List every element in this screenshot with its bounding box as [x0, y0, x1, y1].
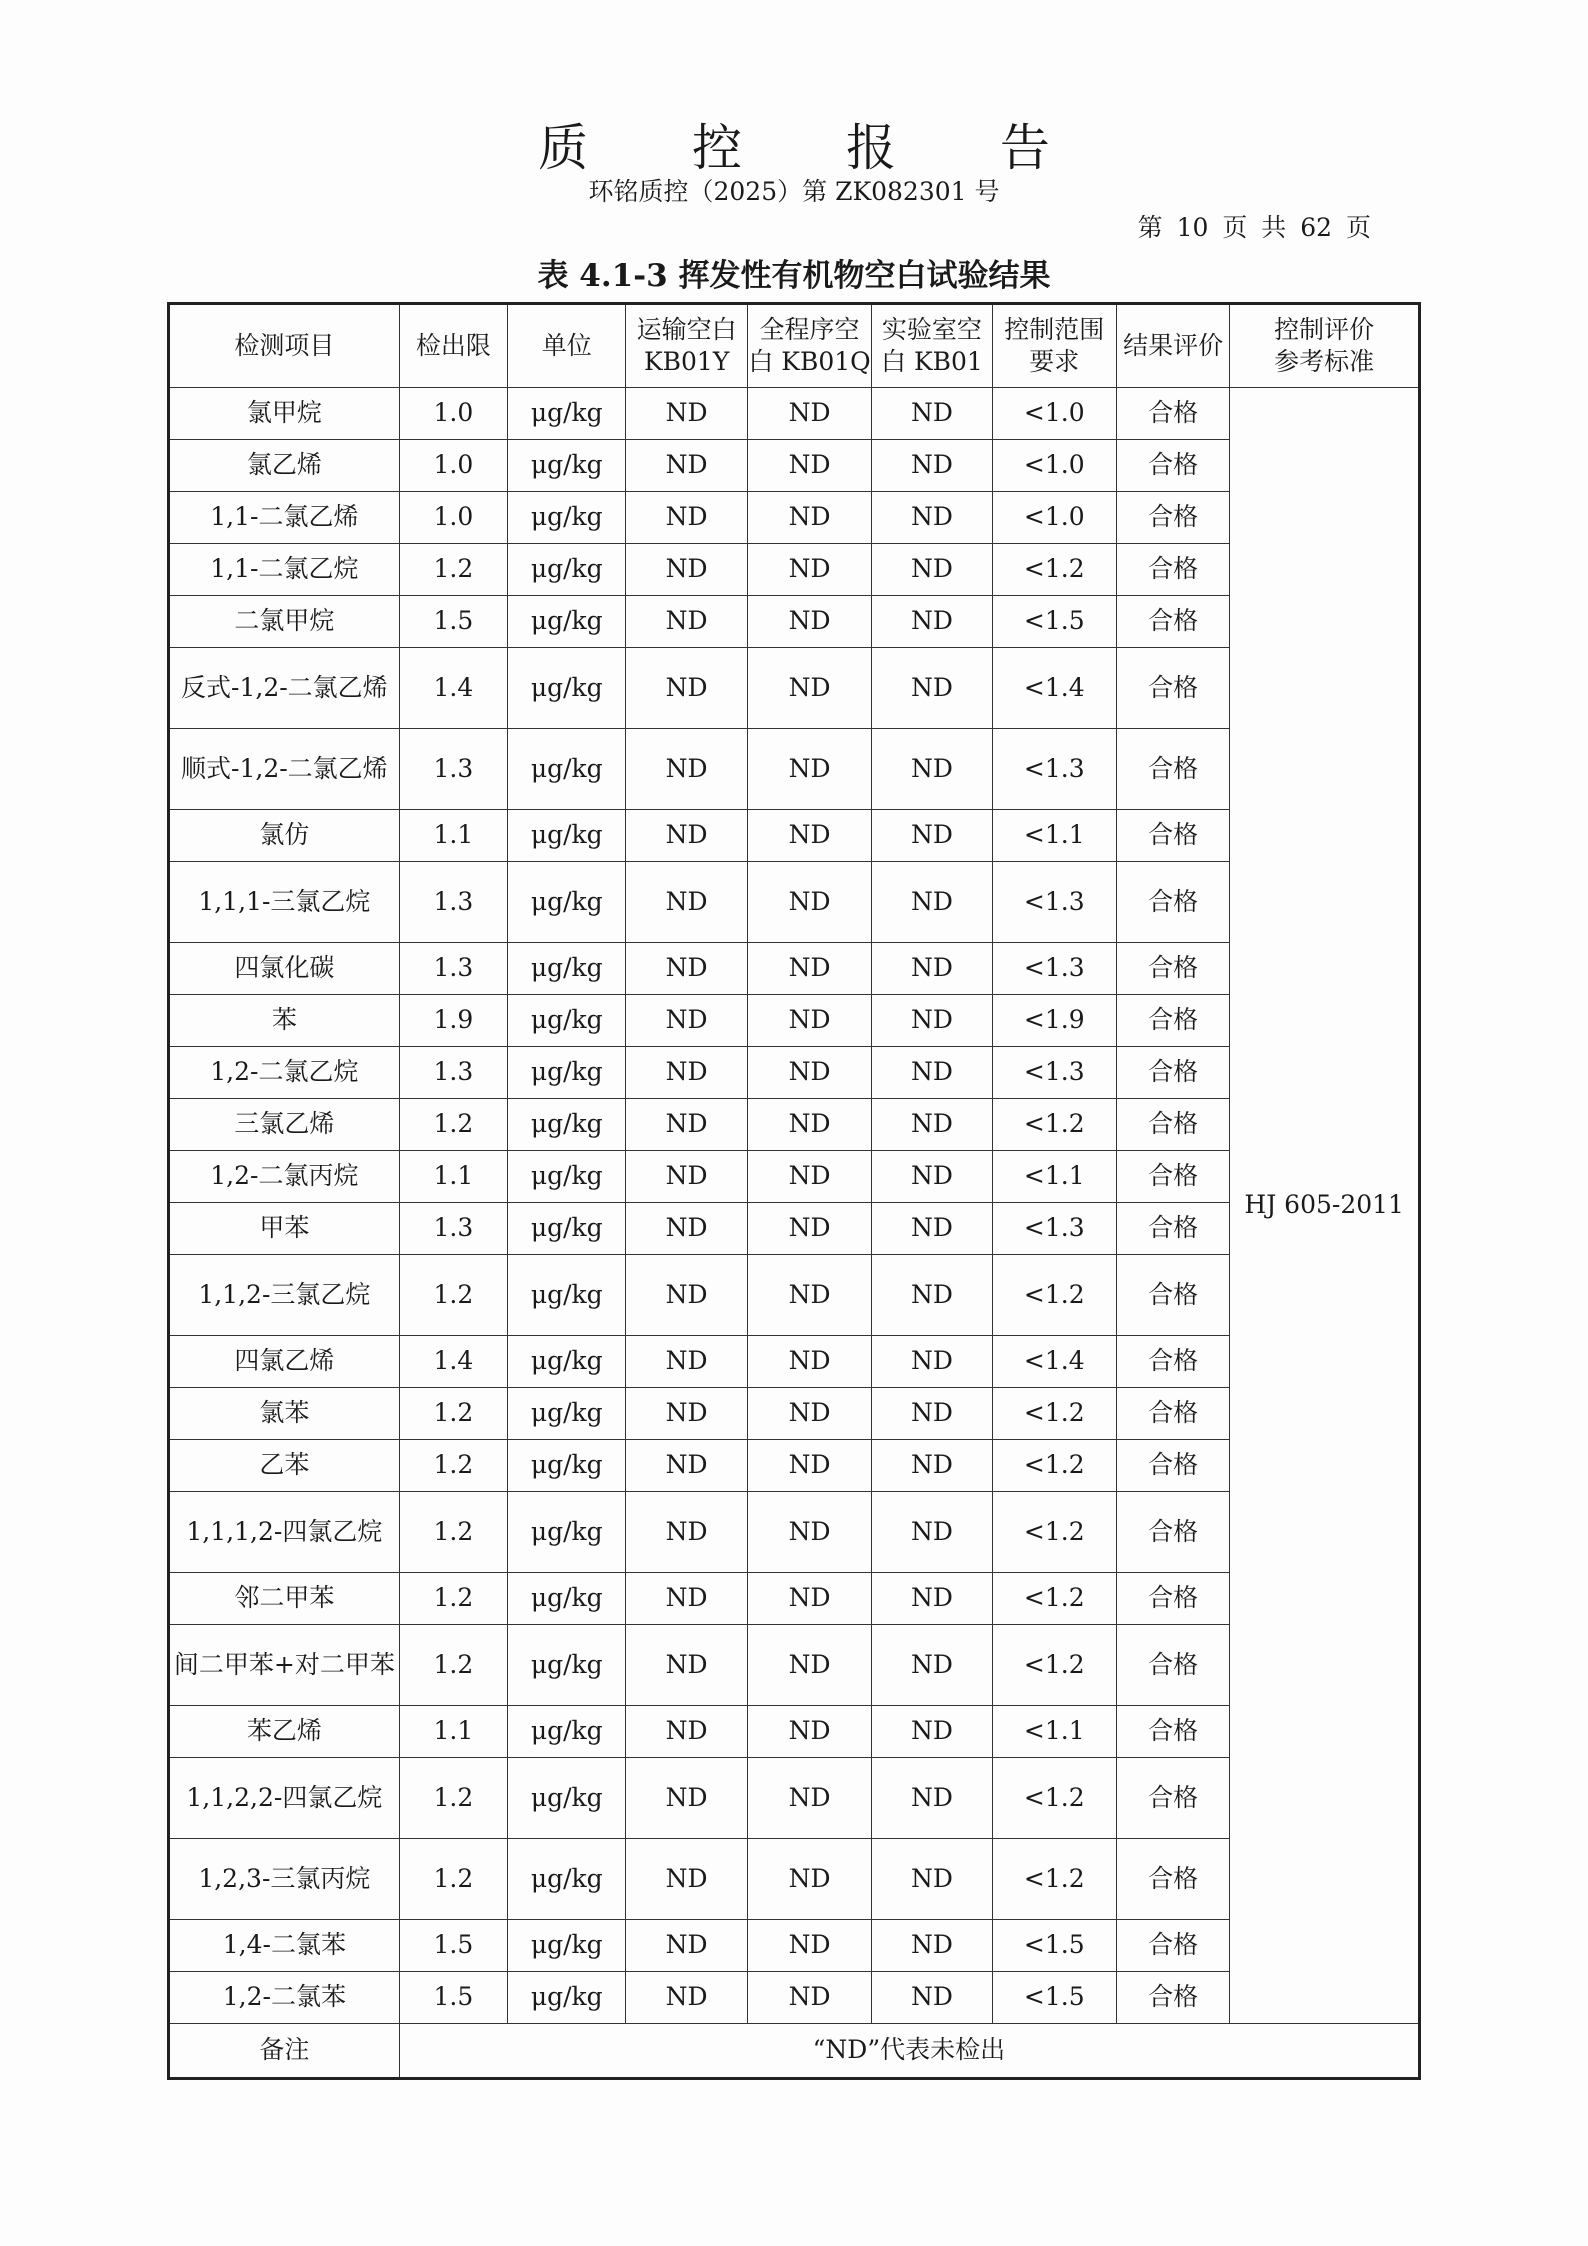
cell-transport-blank: ND: [626, 1573, 747, 1625]
cell-result: 合格: [1116, 1706, 1229, 1758]
cell-transport-blank: ND: [626, 1440, 747, 1492]
cell-result: 合格: [1116, 1625, 1229, 1706]
cell-transport-blank: ND: [626, 1758, 747, 1839]
cell-lab-blank: ND: [872, 729, 992, 810]
cell-item: 二氯甲烷: [169, 596, 400, 648]
cell-full-procedure-blank: ND: [747, 1440, 871, 1492]
cell-transport-blank: ND: [626, 1203, 747, 1255]
cell-limit: 1.3: [399, 1047, 507, 1099]
cell-transport-blank: ND: [626, 1099, 747, 1151]
cell-limit: 1.1: [399, 1706, 507, 1758]
cell-control-range: <1.2: [992, 1099, 1116, 1151]
cell-lab-blank: ND: [872, 596, 992, 648]
cell-transport-blank: ND: [626, 648, 747, 729]
cell-limit: 1.3: [399, 1203, 507, 1255]
cell-full-procedure-blank: ND: [747, 1839, 871, 1920]
cell-limit: 1.2: [399, 1492, 507, 1573]
cell-full-procedure-blank: ND: [747, 1336, 871, 1388]
cell-lab-blank: ND: [872, 1758, 992, 1839]
cell-result: 合格: [1116, 1336, 1229, 1388]
cell-result: 合格: [1116, 1920, 1229, 1972]
cell-transport-blank: ND: [626, 1151, 747, 1203]
cell-transport-blank: ND: [626, 492, 747, 544]
report-number: 环铭质控（2025）第 ZK082301 号: [588, 177, 1000, 206]
cell-item: 乙苯: [169, 1440, 400, 1492]
cell-item: 1,1-二氯乙烯: [169, 492, 400, 544]
cell-item: 1,1,2-三氯乙烷: [169, 1255, 400, 1336]
cell-limit: 1.5: [399, 1972, 507, 2024]
cell-control-range: <1.2: [992, 1492, 1116, 1573]
cell-full-procedure-blank: ND: [747, 1625, 871, 1706]
column-header-full-procedure-blank: 全程序空 白 KB01Q: [747, 304, 871, 388]
cell-result: 合格: [1116, 1203, 1229, 1255]
cell-lab-blank: ND: [872, 1203, 992, 1255]
cell-item: 三氯乙烯: [169, 1099, 400, 1151]
cell-unit: μg/kg: [508, 1047, 626, 1099]
cell-limit: 1.2: [399, 544, 507, 596]
cell-full-procedure-blank: ND: [747, 440, 871, 492]
cell-lab-blank: ND: [872, 1920, 992, 1972]
cell-result: 合格: [1116, 544, 1229, 596]
cell-full-procedure-blank: ND: [747, 1047, 871, 1099]
cell-lab-blank: ND: [872, 440, 992, 492]
cell-control-range: <1.2: [992, 1440, 1116, 1492]
cell-lab-blank: ND: [872, 1151, 992, 1203]
cell-result: 合格: [1116, 388, 1229, 440]
cell-transport-blank: ND: [626, 1625, 747, 1706]
cell-unit: μg/kg: [508, 1151, 626, 1203]
cell-transport-blank: ND: [626, 1920, 747, 1972]
cell-unit: μg/kg: [508, 440, 626, 492]
cell-full-procedure-blank: ND: [747, 1203, 871, 1255]
cell-full-procedure-blank: ND: [747, 596, 871, 648]
cell-unit: μg/kg: [508, 1255, 626, 1336]
cell-full-procedure-blank: ND: [747, 1388, 871, 1440]
cell-lab-blank: ND: [872, 1972, 992, 2024]
cell-lab-blank: ND: [872, 1099, 992, 1151]
cell-control-range: <1.0: [992, 440, 1116, 492]
cell-full-procedure-blank: ND: [747, 729, 871, 810]
cell-lab-blank: ND: [872, 810, 992, 862]
cell-full-procedure-blank: ND: [747, 388, 871, 440]
cell-limit: 1.0: [399, 492, 507, 544]
cell-full-procedure-blank: ND: [747, 1099, 871, 1151]
cell-full-procedure-blank: ND: [747, 862, 871, 943]
cell-control-range: <1.0: [992, 492, 1116, 544]
cell-lab-blank: ND: [872, 1839, 992, 1920]
cell-limit: 1.4: [399, 648, 507, 729]
cell-item: 甲苯: [169, 1203, 400, 1255]
cell-full-procedure-blank: ND: [747, 1255, 871, 1336]
cell-lab-blank: ND: [872, 1047, 992, 1099]
column-header-control-range: 控制范围 要求: [992, 304, 1116, 388]
cell-control-range: <1.5: [992, 596, 1116, 648]
cell-lab-blank: ND: [872, 1388, 992, 1440]
cell-lab-blank: ND: [872, 1336, 992, 1388]
cell-control-range: <1.2: [992, 1388, 1116, 1440]
cell-item: 氯甲烷: [169, 388, 400, 440]
cell-item: 苯: [169, 995, 400, 1047]
cell-control-range: <1.2: [992, 1573, 1116, 1625]
cell-full-procedure-blank: ND: [747, 1920, 871, 1972]
cell-lab-blank: ND: [872, 1706, 992, 1758]
column-header-standard: 控制评价 参考标准: [1230, 304, 1420, 388]
cell-limit: 1.2: [399, 1440, 507, 1492]
cell-result: 合格: [1116, 1151, 1229, 1203]
cell-full-procedure-blank: ND: [747, 1151, 871, 1203]
column-header-limit: 检出限: [399, 304, 507, 388]
cell-result: 合格: [1116, 995, 1229, 1047]
cell-lab-blank: ND: [872, 995, 992, 1047]
cell-unit: μg/kg: [508, 1492, 626, 1573]
cell-item: 四氯乙烯: [169, 1336, 400, 1388]
cell-transport-blank: ND: [626, 596, 747, 648]
cell-item: 反式-1,2-二氯乙烯: [169, 648, 400, 729]
cell-result: 合格: [1116, 1047, 1229, 1099]
cell-result: 合格: [1116, 1388, 1229, 1440]
cell-result: 合格: [1116, 1440, 1229, 1492]
cell-item: 1,4-二氯苯: [169, 1920, 400, 1972]
cell-lab-blank: ND: [872, 1492, 992, 1573]
cell-full-procedure-blank: ND: [747, 1492, 871, 1573]
cell-unit: μg/kg: [508, 596, 626, 648]
cell-limit: 1.3: [399, 943, 507, 995]
cell-result: 合格: [1116, 862, 1229, 943]
cell-limit: 1.2: [399, 1388, 507, 1440]
cell-unit: μg/kg: [508, 492, 626, 544]
cell-item: 氯苯: [169, 1388, 400, 1440]
cell-limit: 1.3: [399, 862, 507, 943]
cell-unit: μg/kg: [508, 544, 626, 596]
cell-item: 四氯化碳: [169, 943, 400, 995]
cell-limit: 1.1: [399, 810, 507, 862]
cell-reference-standard: HJ 605-2011: [1230, 388, 1420, 2024]
cell-limit: 1.2: [399, 1758, 507, 1839]
table-row: [169, 388, 1420, 440]
cell-item: 1,1-二氯乙烷: [169, 544, 400, 596]
cell-transport-blank: ND: [626, 810, 747, 862]
cell-full-procedure-blank: ND: [747, 995, 871, 1047]
cell-item: 间二甲苯+对二甲苯: [169, 1625, 400, 1706]
cell-lab-blank: ND: [872, 862, 992, 943]
table-body: [169, 388, 1420, 2079]
cell-result: 合格: [1116, 1099, 1229, 1151]
cell-item: 1,2-二氯丙烷: [169, 1151, 400, 1203]
cell-lab-blank: ND: [872, 388, 992, 440]
cell-unit: μg/kg: [508, 388, 626, 440]
cell-transport-blank: ND: [626, 1336, 747, 1388]
cell-result: 合格: [1116, 596, 1229, 648]
cell-transport-blank: ND: [626, 440, 747, 492]
cell-result: 合格: [1116, 1255, 1229, 1336]
cell-control-range: <1.2: [992, 1758, 1116, 1839]
cell-lab-blank: ND: [872, 1573, 992, 1625]
cell-unit: μg/kg: [508, 1625, 626, 1706]
cell-unit: μg/kg: [508, 1440, 626, 1492]
cell-control-range: <1.3: [992, 862, 1116, 943]
cell-control-range: <1.2: [992, 1255, 1116, 1336]
cell-control-range: <1.3: [992, 1047, 1116, 1099]
cell-limit: 1.5: [399, 596, 507, 648]
cell-control-range: <1.1: [992, 1706, 1116, 1758]
page-info: 第 10 页 共 62 页: [1137, 213, 1371, 242]
cell-lab-blank: ND: [872, 1255, 992, 1336]
cell-item: 邻二甲苯: [169, 1573, 400, 1625]
cell-transport-blank: ND: [626, 729, 747, 810]
cell-item: 1,1,2,2-四氯乙烷: [169, 1758, 400, 1839]
cell-unit: μg/kg: [508, 1099, 626, 1151]
cell-control-range: <1.0: [992, 388, 1116, 440]
cell-result: 合格: [1116, 943, 1229, 995]
cell-item: 1,1,1,2-四氯乙烷: [169, 1492, 400, 1573]
cell-unit: μg/kg: [508, 1839, 626, 1920]
cell-transport-blank: ND: [626, 862, 747, 943]
cell-full-procedure-blank: ND: [747, 810, 871, 862]
cell-lab-blank: ND: [872, 1625, 992, 1706]
cell-full-procedure-blank: ND: [747, 492, 871, 544]
cell-item: 1,2-二氯苯: [169, 1972, 400, 2024]
cell-control-range: <1.5: [992, 1972, 1116, 2024]
cell-limit: 1.2: [399, 1573, 507, 1625]
note-text: “ND”代表未检出: [399, 2024, 1419, 2079]
cell-transport-blank: ND: [626, 1492, 747, 1573]
cell-item: 氯仿: [169, 810, 400, 862]
column-header-lab-blank: 实验室空 白 KB01: [872, 304, 992, 388]
cell-result: 合格: [1116, 729, 1229, 810]
cell-unit: μg/kg: [508, 1758, 626, 1839]
cell-limit: 1.2: [399, 1255, 507, 1336]
cell-unit: μg/kg: [508, 648, 626, 729]
cell-transport-blank: ND: [626, 1972, 747, 2024]
column-header-unit: 单位: [508, 304, 626, 388]
cell-unit: μg/kg: [508, 995, 626, 1047]
cell-lab-blank: ND: [872, 648, 992, 729]
cell-control-range: <1.2: [992, 544, 1116, 596]
cell-transport-blank: ND: [626, 1706, 747, 1758]
cell-unit: μg/kg: [508, 862, 626, 943]
cell-limit: 1.1: [399, 1151, 507, 1203]
cell-full-procedure-blank: ND: [747, 943, 871, 995]
cell-result: 合格: [1116, 648, 1229, 729]
cell-result: 合格: [1116, 1573, 1229, 1625]
cell-unit: μg/kg: [508, 1920, 626, 1972]
cell-full-procedure-blank: ND: [747, 648, 871, 729]
cell-control-range: <1.3: [992, 729, 1116, 810]
cell-full-procedure-blank: ND: [747, 544, 871, 596]
cell-full-procedure-blank: ND: [747, 1758, 871, 1839]
cell-limit: 1.2: [399, 1099, 507, 1151]
cell-result: 合格: [1116, 492, 1229, 544]
cell-transport-blank: ND: [626, 1047, 747, 1099]
cell-limit: 1.2: [399, 1839, 507, 1920]
cell-unit: μg/kg: [508, 1336, 626, 1388]
cell-unit: μg/kg: [508, 729, 626, 810]
cell-control-range: <1.1: [992, 810, 1116, 862]
cell-item: 顺式-1,2-二氯乙烯: [169, 729, 400, 810]
cell-unit: μg/kg: [508, 1388, 626, 1440]
cell-control-range: <1.5: [992, 1920, 1116, 1972]
cell-item: 1,2-二氯乙烷: [169, 1047, 400, 1099]
cell-unit: μg/kg: [508, 1203, 626, 1255]
cell-lab-blank: ND: [872, 492, 992, 544]
cell-transport-blank: ND: [626, 544, 747, 596]
cell-control-range: <1.4: [992, 648, 1116, 729]
cell-control-range: <1.2: [992, 1625, 1116, 1706]
cell-full-procedure-blank: ND: [747, 1972, 871, 2024]
cell-unit: μg/kg: [508, 943, 626, 995]
cell-full-procedure-blank: ND: [747, 1573, 871, 1625]
cell-lab-blank: ND: [872, 1440, 992, 1492]
cell-transport-blank: ND: [626, 1255, 747, 1336]
cell-limit: 1.3: [399, 729, 507, 810]
column-header-result: 结果评价: [1116, 304, 1229, 388]
cell-full-procedure-blank: ND: [747, 1706, 871, 1758]
cell-transport-blank: ND: [626, 943, 747, 995]
cell-limit: 1.0: [399, 388, 507, 440]
cell-unit: μg/kg: [508, 1706, 626, 1758]
cell-limit: 1.5: [399, 1920, 507, 1972]
cell-control-range: <1.4: [992, 1336, 1116, 1388]
cell-transport-blank: ND: [626, 995, 747, 1047]
cell-limit: 1.0: [399, 440, 507, 492]
cell-limit: 1.9: [399, 995, 507, 1047]
cell-result: 合格: [1116, 440, 1229, 492]
blank-test-results-table: [167, 302, 1421, 2080]
cell-transport-blank: ND: [626, 1388, 747, 1440]
table-title: 表 4.1-3 挥发性有机物空白试验结果: [537, 258, 1051, 294]
cell-lab-blank: ND: [872, 943, 992, 995]
cell-control-range: <1.1: [992, 1151, 1116, 1203]
cell-result: 合格: [1116, 1972, 1229, 2024]
cell-item: 苯乙烯: [169, 1706, 400, 1758]
cell-item: 1,2,3-三氯丙烷: [169, 1839, 400, 1920]
cell-result: 合格: [1116, 1758, 1229, 1839]
cell-limit: 1.4: [399, 1336, 507, 1388]
page-title: 质 控 报 告: [538, 119, 1094, 177]
cell-unit: μg/kg: [508, 1972, 626, 2024]
cell-unit: μg/kg: [508, 810, 626, 862]
note-row: [169, 2024, 1420, 2079]
cell-control-range: <1.3: [992, 943, 1116, 995]
cell-result: 合格: [1116, 1492, 1229, 1573]
cell-control-range: <1.2: [992, 1839, 1116, 1920]
cell-result: 合格: [1116, 810, 1229, 862]
cell-limit: 1.2: [399, 1625, 507, 1706]
cell-control-range: <1.3: [992, 1203, 1116, 1255]
column-header-transport-blank: 运输空白 KB01Y: [626, 304, 747, 388]
cell-transport-blank: ND: [626, 1839, 747, 1920]
cell-result: 合格: [1116, 1839, 1229, 1920]
cell-control-range: <1.9: [992, 995, 1116, 1047]
note-label: 备注: [169, 2024, 400, 2079]
column-header-item: 检测项目: [169, 304, 400, 388]
cell-item: 1,1,1-三氯乙烷: [169, 862, 400, 943]
cell-unit: μg/kg: [508, 1573, 626, 1625]
cell-transport-blank: ND: [626, 388, 747, 440]
cell-item: 氯乙烯: [169, 440, 400, 492]
table-header-row: [169, 304, 1420, 388]
cell-lab-blank: ND: [872, 544, 992, 596]
